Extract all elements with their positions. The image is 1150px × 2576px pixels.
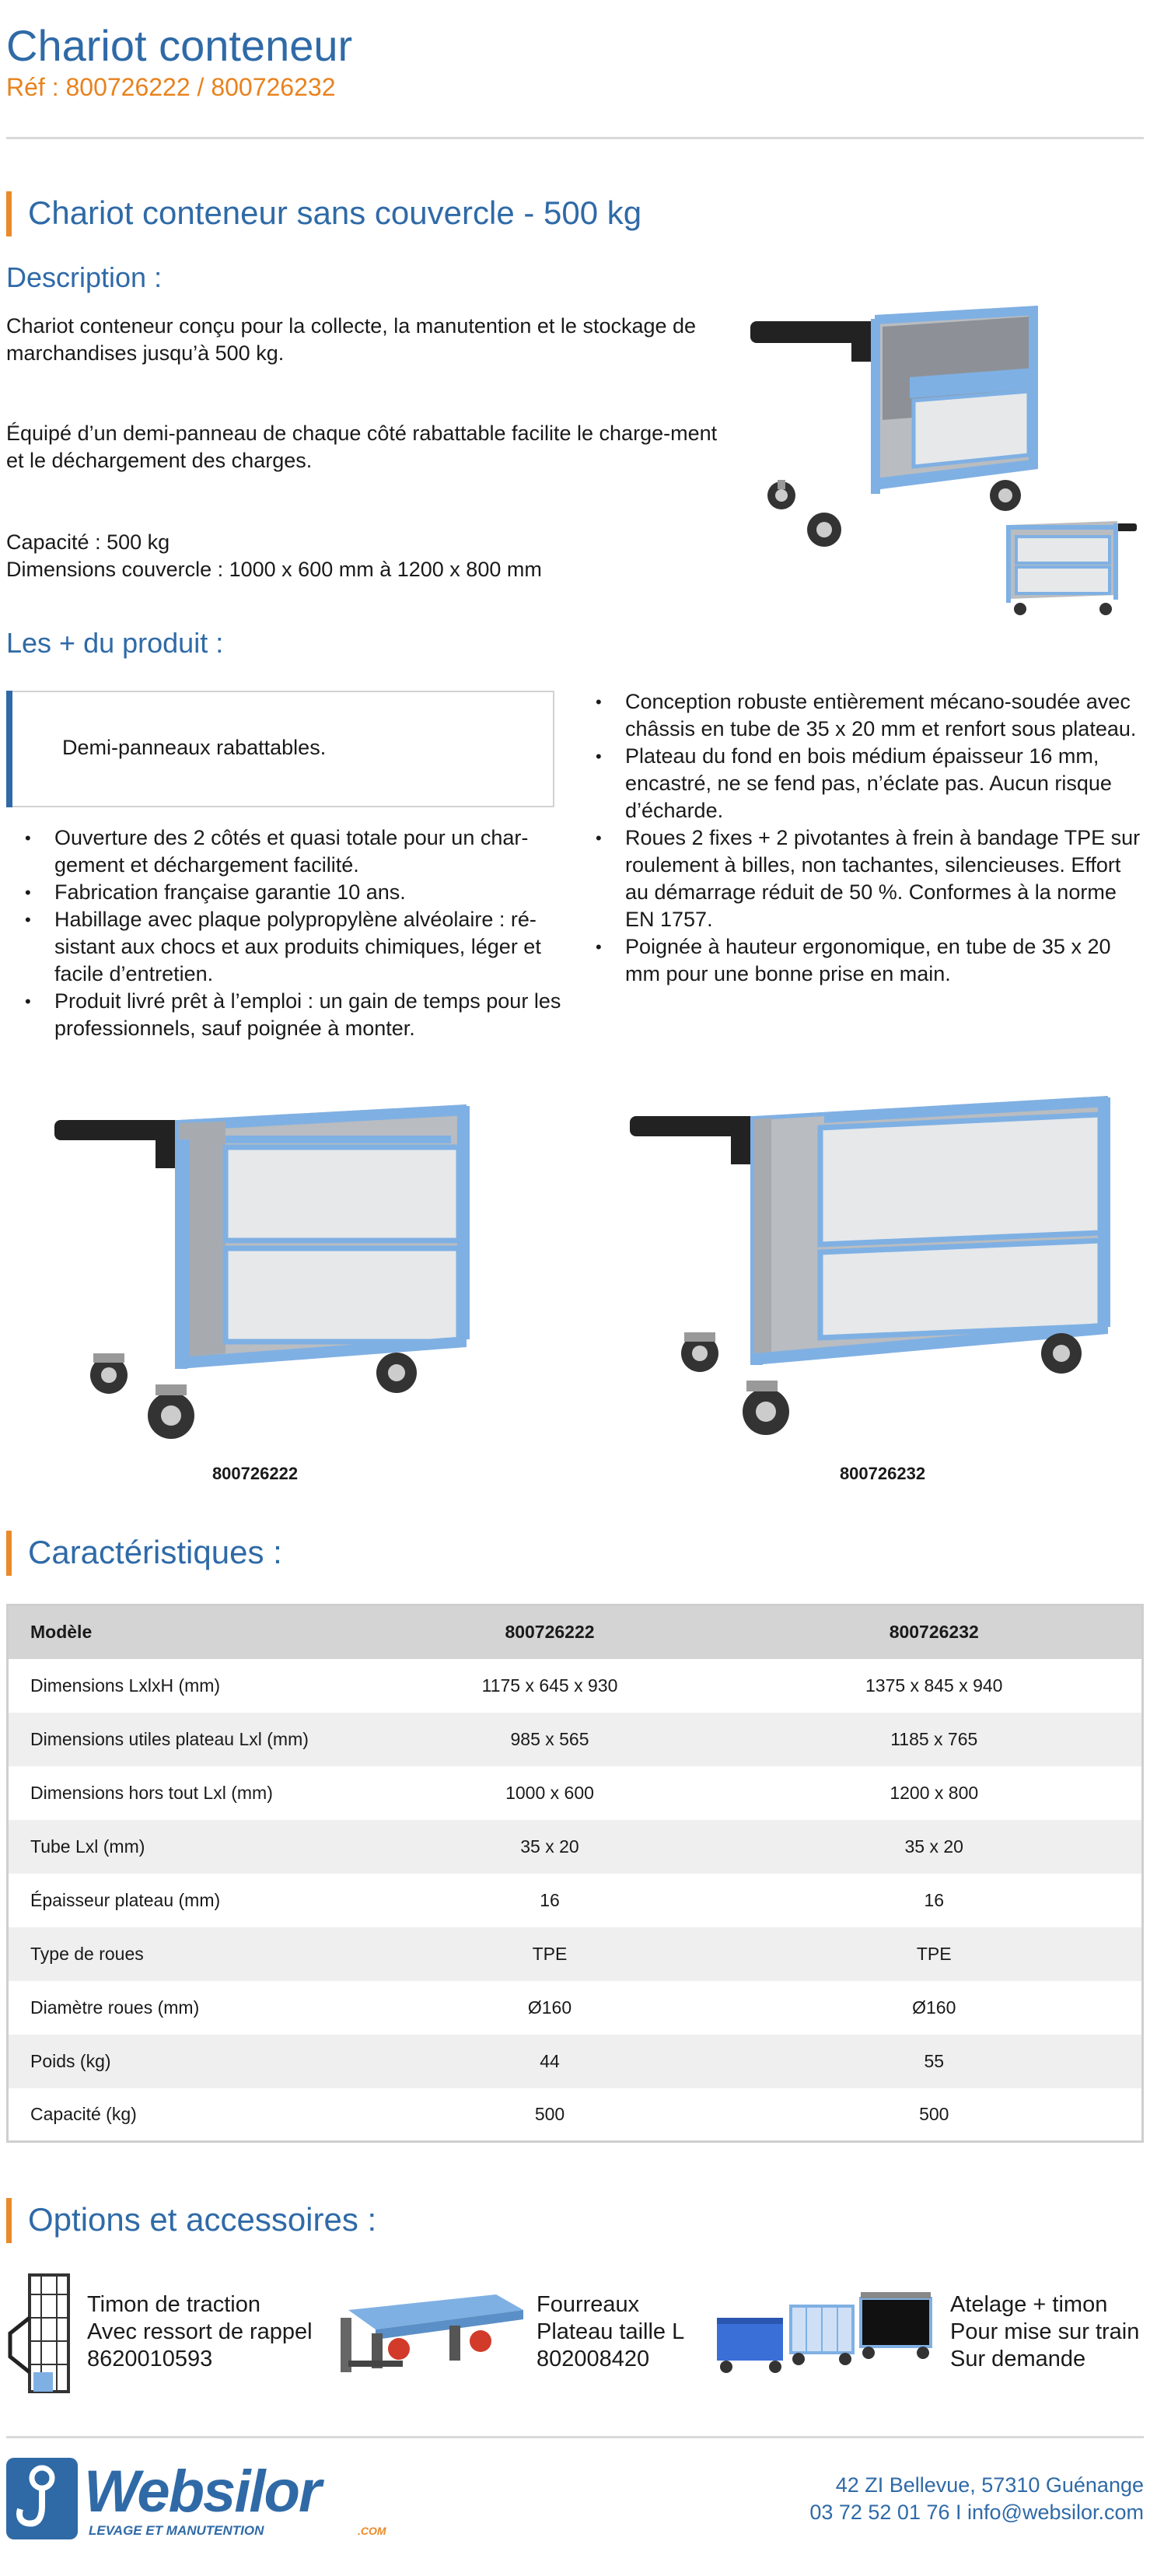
image-caption: 800726232 [839,1464,926,1483]
table-cell: 1375 x 845 x 940 [865,1675,1003,1696]
section-title-options: Options et accessoires : [28,2201,377,2238]
section-accent-bar [6,2198,12,2243]
fork-sleeves-image [341,2287,527,2376]
logo-tagline: LEVAGE ET MANUTENTION [89,2523,264,2538]
list-item: • Ouverture des 2 côtés et quasi totale pour un char-gement et déchargement facilité. [54,824,572,879]
table-cell: Dimensions LxlxH (mm) [30,1675,221,1696]
table-cell: Tube Lxl (mm) [8,1820,373,1874]
table-row [8,1659,1143,1713]
footer-address: 42 ZI Bellevue, 57310 Guénange [835,2473,1144,2497]
option-item-coupling[interactable] [950,2291,1139,2373]
option-ref: 8620010593 [87,2347,213,2371]
table-cell: 55 [727,2035,1143,2088]
option-ref: 802008420 [537,2347,650,2371]
specs-table [6,1604,1144,2143]
list-item: • Produit livré prêt à l’emploi : un gain de temps pour les professionnels, sauf poignée à monter. [54,988,572,1042]
description-paragraph: Équipé d’un demi-panneau de chaque côté rabattable facilite le charge-ment et le déchargement des charges. [6,422,718,472]
table-row [8,1820,1143,1874]
table-row [8,1874,1143,1927]
option-ref: Sur demande [950,2347,1086,2371]
option-desc: Plateau taille L [537,2319,685,2344]
table-cell: Dimensions hors tout Lxl (mm) [30,1782,273,1803]
cart-image-800726222 [47,1089,482,1447]
dimensions-text: Dimensions couvercle : 1000 x 600 mm à 1200 x 800 mm [6,558,542,581]
image-caption: 800726222 [211,1464,299,1483]
option-desc: Avec ressort de rappel [87,2319,313,2344]
table-cell: Dimensions utiles plateau Lxl (mm) [8,1713,373,1766]
table-row [8,1927,1143,1981]
table-cell: 16 [540,1889,560,1910]
section-title-product: Chariot conteneur sans couvercle - 500 kg [28,194,642,231]
cart-image-800726232 [622,1085,1120,1443]
logo-wordmark: Websilor [84,2459,320,2525]
table-cell: 1200 x 800 [890,1782,979,1803]
table-header-cell: 800726232 [727,1605,1143,1659]
table-cell: 35 x 20 [727,1820,1143,1874]
bullets-left [54,824,572,1042]
section-accent-bar [6,1531,12,1576]
table-cell: 44 [373,2035,727,2088]
table-cell: Type de roues [8,1927,373,1981]
websilor-logo[interactable] [6,2458,426,2543]
description-heading: Description : [6,261,163,293]
table-cell: Poids (kg) [8,2035,373,2088]
table-cell: Ø160 [912,1997,956,2018]
table-cell: 500 [919,2103,949,2124]
option-item-fork-sleeves[interactable] [537,2291,684,2373]
table-row [8,2035,1143,2088]
table-cell: Ø160 [527,1997,572,2018]
logo-domain: .COM [358,2525,386,2537]
table-row [8,1766,1143,1820]
list-item: • Habillage avec plaque polypropylène alvéolaire : ré-sistant aux chocs et aux produits chimiques, léger et facile d’entretien. [54,906,572,988]
section-title-specs: Caractéristiques : [28,1534,282,1570]
table-cell: 35 x 20 [373,1820,727,1874]
list-item: • Conception robuste entièrement mécano-soudée avec châssis en tube de 35 x 20 mm et renfort sous plateau. [625,688,1146,743]
table-header-cell: 800726222 [373,1605,727,1659]
footer-divider [6,2436,1144,2438]
table-cell: 1175 x 645 x 930 [481,1675,618,1696]
option-title: Atelage + timon [950,2292,1108,2317]
option-title: Fourreaux [537,2292,640,2317]
table-cell: Diamètre roues (mm) [30,1997,200,2018]
coupling-train-image [709,2283,942,2380]
description-paragraph: Chariot conteneur conçu pour la collecte, la manutention et le stockage de marchandises jusqu’à 500 kg. [6,314,697,365]
table-row [8,2088,1143,2142]
table-row [8,1713,1143,1766]
highlight-box [6,691,554,807]
page-title: Chariot conteneur [6,21,353,70]
divider [6,137,1144,139]
list-item: • Poignée à hauteur ergonomique, en tube de 35 x 20 mm pour une bonne prise en main. [625,933,1146,988]
section-accent-bar [6,191,12,236]
table-cell: 1185 x 765 [727,1713,1143,1766]
table-header-row [8,1605,1143,1659]
hook-icon [6,2458,78,2539]
highlight-accent [6,691,12,807]
capacity-text: Capacité : 500 kg [6,530,170,554]
table-row [8,1981,1143,2035]
option-item-tow-bar[interactable] [87,2291,313,2373]
highlight-text: Demi-panneaux rabattables. [62,736,327,759]
table-cell: Épaisseur plateau (mm) [30,1889,221,1910]
table-cell: 1000 x 600 [505,1782,594,1803]
cart-image-main [735,299,1046,548]
bullets-right [625,688,1146,988]
table-cell: 985 x 565 [373,1713,727,1766]
list-item: • Roues 2 fixes + 2 pivotantes à frein à bandage TPE sur roulement à billes, non tachantes, silencieuses. Effort au démarrage réduit de 50 %. Conformes à la norme EN 1757. [625,824,1146,933]
table-cell: Capacité (kg) [30,2103,137,2124]
product-reference: Réf : 800726222 / 800726232 [6,73,336,101]
table-cell: 500 [534,2103,565,2124]
footer-contact[interactable]: 03 72 52 01 76 I info@websilor.com [809,2501,1144,2524]
option-desc: Pour mise sur train [950,2319,1140,2344]
list-item: • Fabrication française garantie 10 ans. [54,879,572,906]
cart-image-small [1005,517,1141,622]
plus-heading: Les + du produit : [6,627,224,659]
option-title: Timon de traction [87,2292,260,2317]
table-cell: TPE [373,1927,727,1981]
table-cell: TPE [727,1927,1143,1981]
tow-bar-image [6,2271,76,2396]
table-cell: 16 [924,1889,945,1910]
table-header-cell: Modèle [8,1605,373,1659]
list-item: • Plateau du fond en bois médium épaisseur 16 mm, encastré, ne se fend pas, n’éclate pas. Aucun risque d’écharde. [625,743,1146,824]
